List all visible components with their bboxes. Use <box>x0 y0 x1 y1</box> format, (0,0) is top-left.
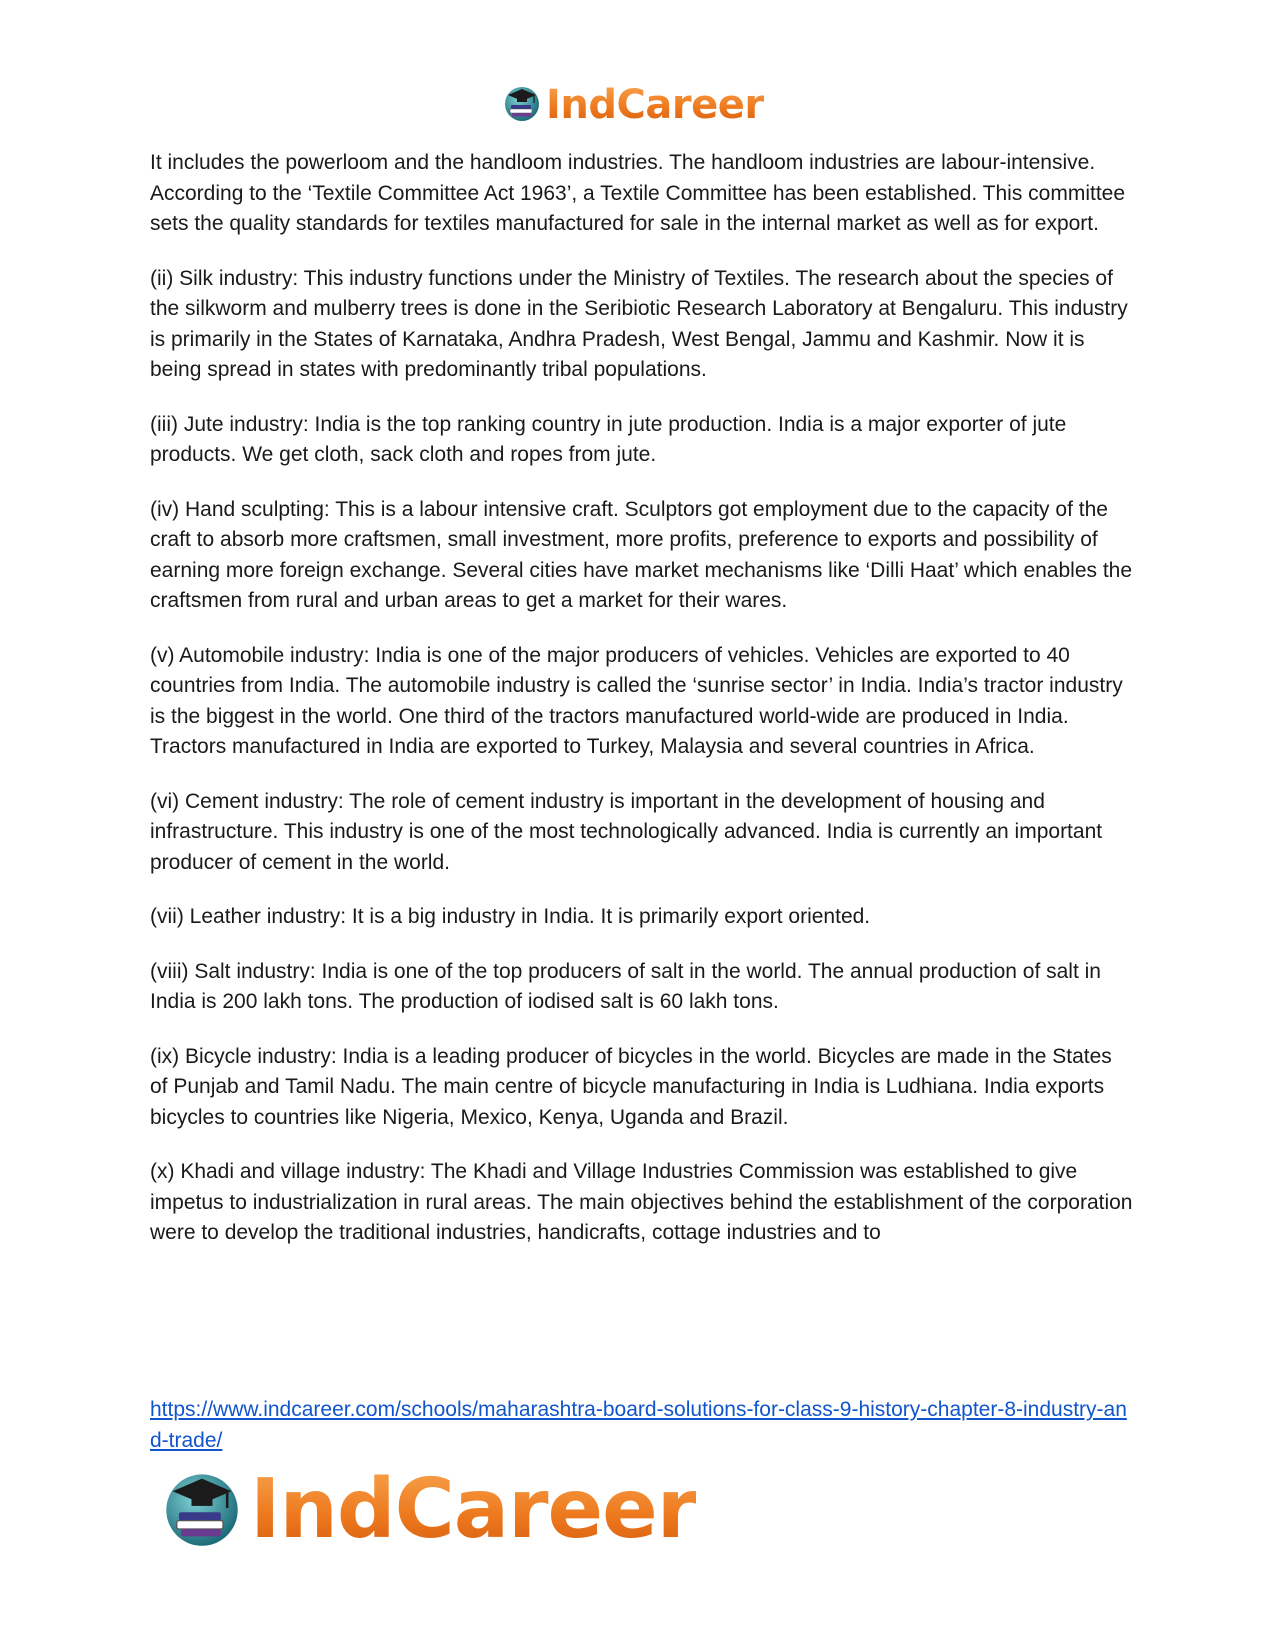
logo-text: IndCareer <box>546 82 764 128</box>
graduation-cap-icon <box>160 1466 244 1555</box>
paragraph-leather-industry: (vii) Leather industry: It is a big industry in India. It is primarily export oriented. <box>150 905 871 928</box>
paragraph-salt-industry: (viii) Salt industry: India is one of the top producers of salt in the world. The annual production of salt in India is 200 lakh tons. The production of iodised salt is 60 lakh tons. <box>150 959 1101 1013</box>
document-body <box>150 148 1135 1273</box>
source-url-link[interactable]: https://www.indcareer.com/schools/maharashtra-board-solutions-for-class-9-history-chapter-8-industry-and-trade/ <box>150 1398 1127 1452</box>
header-logo <box>502 80 764 130</box>
footer-logo <box>160 1462 697 1557</box>
paragraph-textile-intro: It includes the powerloom and the handloom industries. The handloom industries are labour-intensive. According to the ‘Textile Committee Act 1963’, a Textile Committee has been established. This committee sets the quality standards for textiles manufactured for sale in the internal market as well as for export. <box>150 151 1126 235</box>
paragraph-cement-industry: (vi) Cement industry: The role of cement industry is important in the development of housing and infrastructure. This industry is one of the most technologically advanced. India is currently an important producer of cement in the world. <box>150 789 1103 874</box>
graduation-cap-icon <box>502 83 542 128</box>
paragraph-bicycle-industry: (ix) Bicycle industry: India is a leading producer of bicycles in the world. Bicycles are made in the States of Punjab and Tamil Nadu. The main centre of bicycle manufacturing in India is Ludhiana. India exports bicycles to countries like Nigeria, Mexico, Kenya, Uganda and Brazil. <box>150 1044 1112 1129</box>
paragraph-khadi-industry: (x) Khadi and village industry: The Khadi and Village Industries Commission was established to give impetus to industrialization in rural areas. The main objectives behind the establishment of the corporation were to develop the traditional industries, handicrafts, cottage industries and to <box>150 1160 1133 1244</box>
paragraph-silk-industry: (ii) Silk industry: This industry functions under the Ministry of Textiles. The research about the species of the silkworm and mulberry trees is done in the Seribiotic Research Laboratory at Bengaluru. This industry is primarily in the States of Karnataka, Andhra Pradesh, West Bengal, Jammu and Kashmir. Now it is being spread in states with predominantly tribal populations. <box>150 266 1128 381</box>
paragraph-hand-sculpting: (iv) Hand sculpting: This is a labour intensive craft. Sculptors got employment due to the capacity of the craft to absorb more craftsmen, small investment, more profits, preference to exports and possibility of earning more foreign exchange. Several cities have market mechanisms like ‘Dilli Haat’ which enables the craftsmen from rural and urban areas to get a market for their wares. <box>150 497 1133 612</box>
paragraph-automobile-industry: (v) Automobile industry: India is one of the major producers of vehicles. Vehicles are exported to 40 countries from India. The automobile industry is called the ‘sunrise sector’ in India. India’s tractor industry is the biggest in the world. One third of the tractors manufactured world-wide are produced in India. Tractors manufactured in India are exported to Turkey, Malaysia and several countries in Africa. <box>150 643 1123 758</box>
logo-text: IndCareer <box>250 1462 697 1557</box>
paragraph-jute-industry: (iii) Jute industry: India is the top ranking country in jute production. India is a major exporter of jute products. We get cloth, sack cloth and ropes from jute. <box>150 412 1067 466</box>
